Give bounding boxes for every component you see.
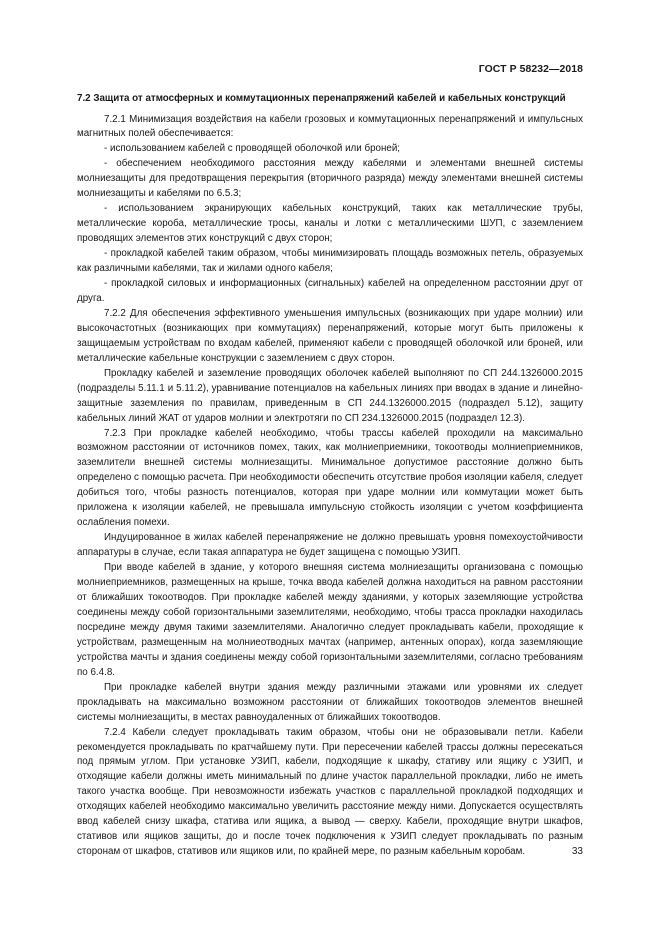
paragraph: Прокладку кабелей и заземление проводящих оболочек кабелей выполняют по СП 244.1326000.2015 (подразделы 5.11.1 и 5.11.2), уравнивание потенциалов на кабельных линиях при вводах в здание и линейно-защитные заземления по правилам, приведенным в СП 244.1326000.2015 (подраздел 5.12), защиту кабельных линий ЖАТ от ударов молнии и электротяги по СП 234.1326000.2015 (подраздел 12.3).: [77, 367, 583, 424]
page-number: 33: [571, 846, 583, 857]
list-item: - прокладкой силовых и информационных (сигнальных) кабелей на определенном расстоянии друг от друга.: [77, 277, 583, 304]
paragraph-7-2-1: 7.2.1 Минимизация воздействия на кабели грозовых и коммутационных перенапряжений и импульсных магнитных полей обеспечивается:: [77, 113, 583, 140]
paragraph-7-2-4: 7.2.4 Кабели следует прокладывать таким образом, чтобы они не образовывали петли. Кабели рекомендуется прокладывать по кратчайшему пути. При пересечении кабелей трассы должны пересекаться под прямым углом. При установке УЗИП, кабели, подходящие к шкафу, стативу или ящику с УЗИП, и отходящие кабели должны иметь минимальный по длине участок параллельной прокладки, либо не иметь такого участка вообще. При невозможности избежать участков с параллельной прокладкой подходящих и отходящих кабелей необходимо максимально увеличить расстояние между ними. Допускается осуществлять ввод кабелей снизу шкафа, статива или ящика, а вывод — сверху. Кабели, проходящие внутри шкафов, стативов или ящиков защиты, до и после точек подключения к УЗИП следует прокладывать по разным сторонам от шкафов, стативов или ящиков или, по крайней мере, по разным кабельным коробам.: [77, 726, 583, 858]
paragraph: Индуцированное в жилах кабелей перенапряжение не должно превышать уровня помехоустойчивости аппаратуры в случае, если такая аппаратура не будет защищена с помощью УЗИП.: [77, 532, 583, 559]
paragraph-7-2-3: 7.2.3 При прокладке кабелей необходимо, чтобы трассы кабелей проходили на максимально возможном расстоянии от источников помех, таких, как молниеприемники, токоотводы молниеприемников, заземлители внешней системы молниезащиты. Минимальное допустимое расстояние должно быть определено с помощью расчета. При необходимости обеспечить отсутствие пробоя изоляции кабеля, следует добиться того, чтобы разность потенциалов, которая при ударе молнии или коммутации может быть приложена к изоляции кабелей, не превышала импульсную стойкость изоляции с учетом коэффициента ослабления помехи.: [77, 427, 583, 529]
document-standard-id: ГОСТ Р 58232—2018: [478, 64, 583, 75]
page-content: [77, 92, 583, 860]
paragraph: При вводе кабелей в здание, у которого внешняя система молниезащиты организована с помощью молниеприемников, размещенных на крыше, точка ввода кабелей должна находиться на равном расстоянии от ближайших токоотводов. При прокладке кабелей между зданиями, у которых заземляющие устройства соединены между собой горизонтальными заземлителями, необходимо, чтобы трасса прокладки находилась посредине между двумя такими заземлителями. Аналогично следует прокладывать кабели, проходящие к устройствам, размещенным на молниеотводных мачтах (например, антенных опорах), когда заземляющие устройства мачты и здания соединены между собой горизонтальными заземлителями, согласно требованиям по 6.4.8.: [77, 562, 583, 678]
list-item: - использованием кабелей с проводящей оболочкой или броней;: [104, 143, 401, 155]
list-item: - использованием экранирующих кабельных конструкций, таких как металлические трубы, металлические короба, металлические тросы, каналы и лотки с металлическими ШУП, с заземлением проводящих элементов этих конструкций с двух сторон;: [77, 203, 583, 245]
list-item: - прокладкой кабелей таким образом, чтобы минимизировать площадь возможных петель, образуемых как различными кабелями, так и жилами одного кабеля;: [77, 248, 583, 275]
paragraph-7-2-2: 7.2.2 Для обеспечения эффективного уменьшения импульсных (возникающих при ударе молнии) или высокочастотных (возникающих при коммутациях) перенапряжений, которые могут быть приложены к защищаемым устройствам по входам кабелей, применяют кабели с проводящей оболочкой или броней, или металлические кабельные конструкции с заземлением с двух сторон.: [77, 307, 583, 364]
list-item: - обеспечением необходимого расстояния между кабелями и элементами внешней системы молниезащиты для предотвращения перекрытия (вторичного разряда) между элементами внешней системы молниезащиты и кабелями по 6.5.3;: [77, 158, 583, 200]
section-heading: 7.2 Защита от атмосферных и коммутационных перенапряжений кабелей и кабельных конструкций: [77, 93, 566, 104]
paragraph: При прокладке кабелей внутри здания между различными этажами или уровнями их следует прокладывать на максимально возможном расстоянии от ближайших токоотводов элементов внешней системы молниезащиты, в местах равноудаленных от ближайших токоотводов.: [77, 681, 583, 723]
